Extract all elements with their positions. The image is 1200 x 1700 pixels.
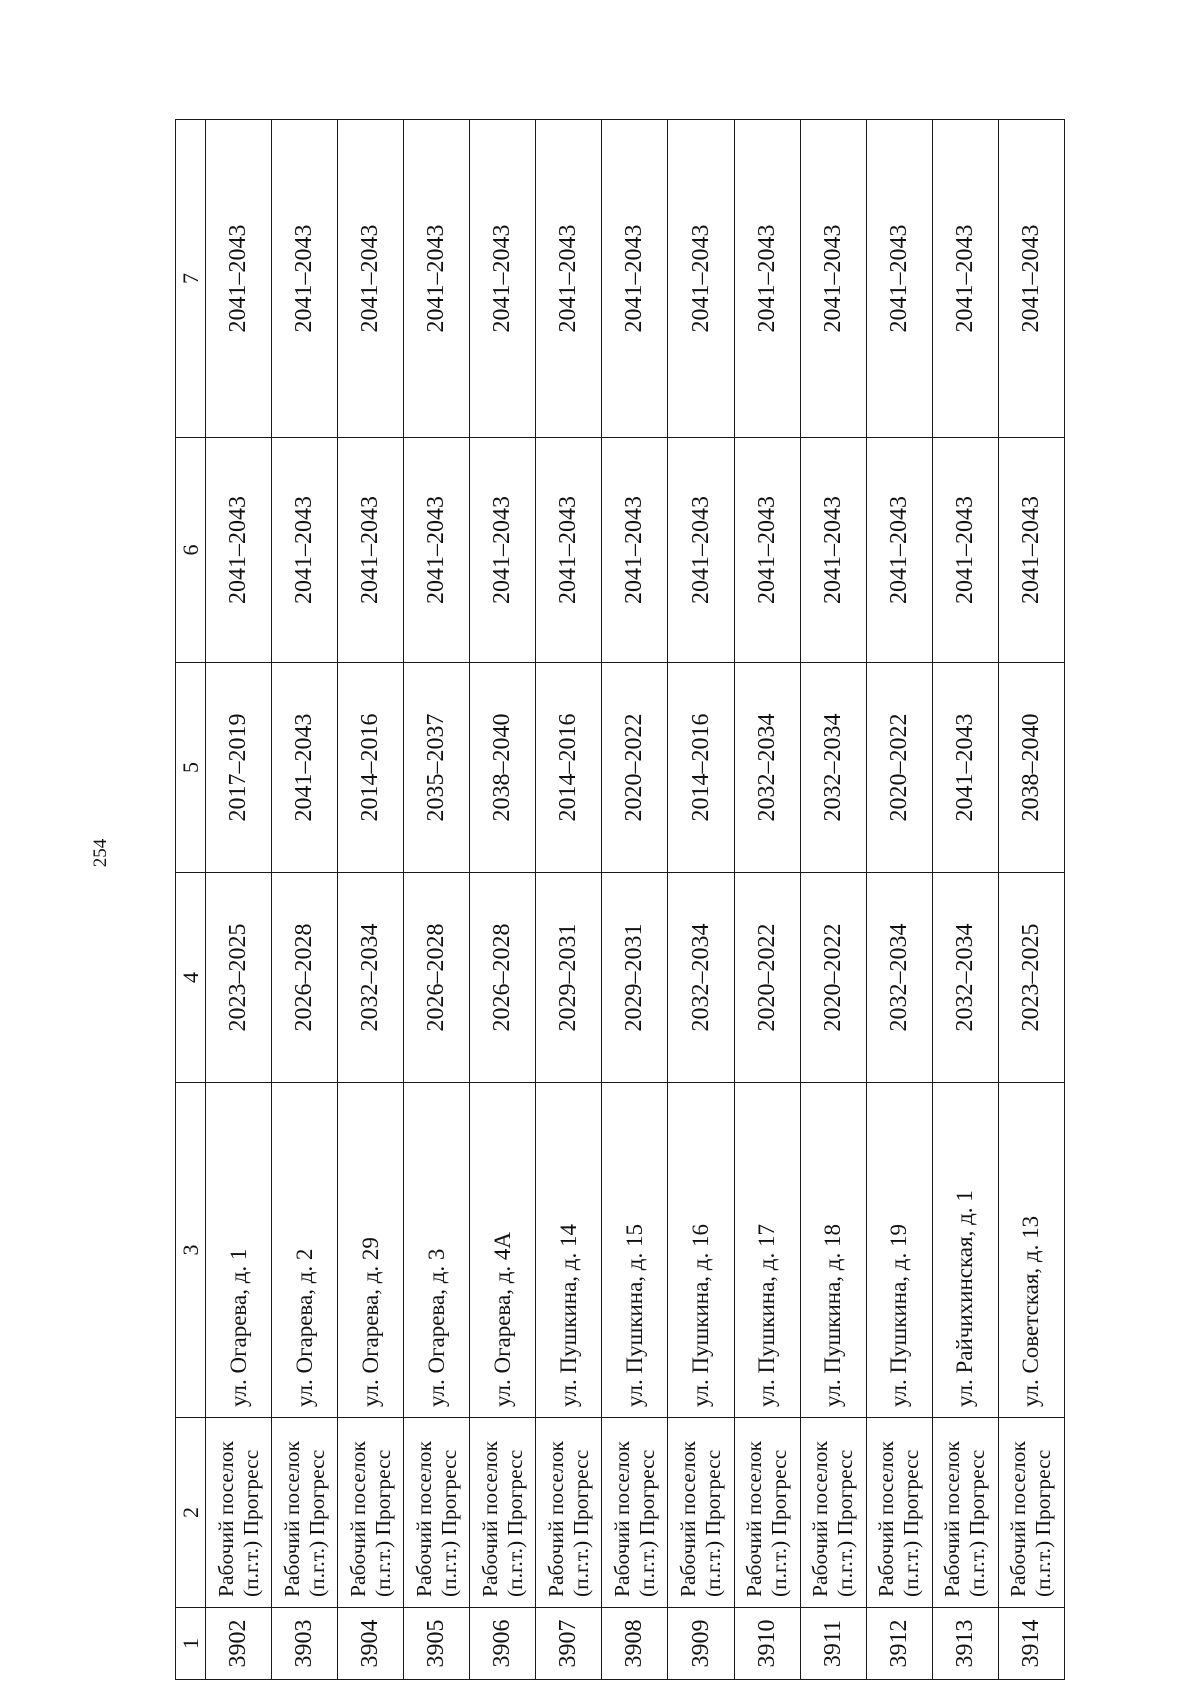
period-cell-col4: 2023–2025 [206, 873, 272, 1083]
period-cell-col4: 2020–2022 [800, 873, 866, 1083]
table-row [800, 120, 866, 1680]
address-cell: ул. Огарева, д. 29 [338, 1083, 404, 1418]
period-cell-col7: 2041–2043 [470, 120, 536, 438]
period-cell-col5: 2014–2016 [338, 663, 404, 873]
settlement-line: Рабочий поселок [477, 1441, 502, 1597]
address-cell: ул. Советская, д. 13 [998, 1083, 1064, 1418]
settlement-line: Рабочий поселок [345, 1441, 370, 1597]
settlement-line: (п.г.т.) Прогресс [701, 1449, 725, 1597]
table-row [734, 120, 800, 1680]
settlement-cell [470, 1418, 536, 1608]
period-cell-col5: 2020–2022 [602, 663, 668, 873]
settlement-line: Рабочий поселок [609, 1441, 634, 1597]
settlement-cell [668, 1418, 734, 1608]
address-cell: ул. Пушкина, д. 19 [866, 1083, 932, 1418]
period-cell-col4: 2032–2034 [668, 873, 734, 1083]
settlement-line: (п.г.т.) Прогресс [568, 1449, 593, 1597]
column-number: 6 [176, 438, 206, 663]
address-cell: ул. Пушкина, д. 17 [734, 1083, 800, 1418]
table-row [866, 120, 932, 1680]
period-cell-col6: 2041–2043 [536, 438, 602, 663]
settlement-line: Рабочий поселок [213, 1441, 238, 1597]
period-cell-col5: 2038–2040 [470, 663, 536, 873]
settlement-cell [536, 1418, 602, 1608]
settlement-line: Рабочий поселок [874, 1441, 899, 1597]
settlement-line: (п.г.т.) Прогресс [965, 1449, 990, 1597]
settlement-line: Рабочий поселок [411, 1441, 436, 1597]
table-row [338, 120, 404, 1680]
period-cell-col7: 2041–2043 [602, 120, 668, 438]
settlement-line: Рабочий поселок [676, 1441, 700, 1597]
period-cell-col5: 2035–2037 [404, 663, 470, 873]
period-cell-col6: 2041–2043 [206, 438, 272, 663]
column-number: 4 [176, 873, 206, 1083]
rotated-table-container [175, 120, 1065, 1680]
column-number: 7 [176, 120, 206, 438]
settlement-line: (п.г.т.) Прогресс [436, 1449, 461, 1597]
period-cell-col5: 2041–2043 [932, 663, 998, 873]
settlement-line: (п.г.т.) Прогресс [833, 1449, 858, 1597]
period-cell-col7: 2041–2043 [272, 120, 338, 438]
period-cell-col5: 2038–2040 [998, 663, 1064, 873]
address-cell: ул. Райчихинская, д. 1 [932, 1083, 998, 1418]
period-cell-col6: 2041–2043 [338, 438, 404, 663]
table-row [470, 120, 536, 1680]
row-number-cell: 3903 [272, 1608, 338, 1680]
address-cell: ул. Огарева, д. 1 [206, 1083, 272, 1418]
row-number-cell: 3911 [800, 1608, 866, 1680]
settlement-line: Рабочий поселок [543, 1441, 568, 1597]
period-cell-col6: 2041–2043 [866, 438, 932, 663]
period-cell-col6: 2041–2043 [602, 438, 668, 663]
settlement-cell [206, 1418, 272, 1608]
period-cell-col6: 2041–2043 [734, 438, 800, 663]
table-row [404, 120, 470, 1680]
period-cell-col7: 2041–2043 [404, 120, 470, 438]
period-cell-col6: 2041–2043 [668, 438, 734, 663]
row-number-cell: 3909 [668, 1608, 734, 1680]
period-cell-col5: 2041–2043 [272, 663, 338, 873]
page-number: 254 [90, 838, 111, 868]
settlement-cell [272, 1418, 338, 1608]
period-cell-col4: 2029–2031 [536, 873, 602, 1083]
period-cell-col4: 2026–2028 [272, 873, 338, 1083]
settlement-line: (п.г.т.) Прогресс [767, 1449, 792, 1597]
address-cell: ул. Огарева, д. 2 [272, 1083, 338, 1418]
table-row [932, 120, 998, 1680]
period-cell-col7: 2041–2043 [998, 120, 1064, 438]
period-cell-col6: 2041–2043 [272, 438, 338, 663]
row-number-cell: 3906 [470, 1608, 536, 1680]
row-number-cell: 3908 [602, 1608, 668, 1680]
register-table [175, 119, 1065, 1680]
address-cell: ул. Огарева, д. 3 [404, 1083, 470, 1418]
settlement-line: (п.г.т.) Прогресс [304, 1449, 329, 1597]
row-number-cell: 3907 [536, 1608, 602, 1680]
period-cell-col4: 2023–2025 [998, 873, 1064, 1083]
column-number-row [176, 120, 206, 1680]
period-cell-col7: 2041–2043 [800, 120, 866, 438]
settlement-line: Рабочий поселок [808, 1441, 833, 1597]
period-cell-col7: 2041–2043 [734, 120, 800, 438]
row-number-cell: 3905 [404, 1608, 470, 1680]
settlement-line: Рабочий поселок [742, 1441, 767, 1597]
period-cell-col5: 2014–2016 [536, 663, 602, 873]
settlement-cell [866, 1418, 932, 1608]
row-number-cell: 3902 [206, 1608, 272, 1680]
settlement-line: (п.г.т.) Прогресс [370, 1449, 395, 1597]
period-cell-col5: 2020–2022 [866, 663, 932, 873]
period-cell-col7: 2041–2043 [536, 120, 602, 438]
period-cell-col7: 2041–2043 [338, 120, 404, 438]
row-number-cell: 3914 [998, 1608, 1064, 1680]
row-number-cell: 3913 [932, 1608, 998, 1680]
period-cell-col4: 2032–2034 [338, 873, 404, 1083]
row-number-cell: 3912 [866, 1608, 932, 1680]
address-cell: ул. Пушкина, д. 14 [536, 1083, 602, 1418]
period-cell-col4: 2032–2034 [866, 873, 932, 1083]
settlement-line: (п.г.т.) Прогресс [899, 1449, 924, 1597]
settlement-line: Рабочий поселок [940, 1441, 965, 1597]
period-cell-col7: 2041–2043 [206, 120, 272, 438]
settlement-cell [800, 1418, 866, 1608]
table-row [536, 120, 602, 1680]
settlement-line: Рабочий поселок [1006, 1441, 1031, 1597]
table-row [602, 120, 668, 1680]
settlement-line: (п.г.т.) Прогресс [634, 1449, 659, 1597]
settlement-cell [404, 1418, 470, 1608]
table-row [206, 120, 272, 1680]
period-cell-col5: 2032–2034 [800, 663, 866, 873]
address-cell: ул. Пушкина, д. 16 [668, 1083, 734, 1418]
period-cell-col5: 2014–2016 [668, 663, 734, 873]
column-number: 2 [176, 1418, 206, 1608]
period-cell-col4: 2029–2031 [602, 873, 668, 1083]
settlement-cell [932, 1418, 998, 1608]
settlement-cell [602, 1418, 668, 1608]
settlement-cell [998, 1418, 1064, 1608]
table-row [998, 120, 1064, 1680]
period-cell-col4: 2026–2028 [404, 873, 470, 1083]
settlement-cell [734, 1418, 800, 1608]
address-cell: ул. Пушкина, д. 15 [602, 1083, 668, 1418]
period-cell-col4: 2032–2034 [932, 873, 998, 1083]
settlement-line: Рабочий поселок [279, 1441, 304, 1597]
table-body [176, 120, 1065, 1680]
table-row [668, 120, 734, 1680]
column-number: 1 [176, 1608, 206, 1680]
period-cell-col7: 2041–2043 [668, 120, 734, 438]
column-number: 5 [176, 663, 206, 873]
period-cell-col6: 2041–2043 [998, 438, 1064, 663]
period-cell-col6: 2041–2043 [800, 438, 866, 663]
table-row [272, 120, 338, 1680]
period-cell-col6: 2041–2043 [470, 438, 536, 663]
address-cell: ул. Огарева, д. 4А [470, 1083, 536, 1418]
settlement-line: (п.г.т.) Прогресс [1031, 1449, 1056, 1597]
period-cell-col6: 2041–2043 [932, 438, 998, 663]
period-cell-col7: 2041–2043 [866, 120, 932, 438]
row-number-cell: 3904 [338, 1608, 404, 1680]
period-cell-col7: 2041–2043 [932, 120, 998, 438]
period-cell-col4: 2020–2022 [734, 873, 800, 1083]
period-cell-col5: 2017–2019 [206, 663, 272, 873]
settlement-line: (п.г.т.) Прогресс [502, 1449, 527, 1597]
row-number-cell: 3910 [734, 1608, 800, 1680]
settlement-line: (п.г.т.) Прогресс [238, 1449, 263, 1597]
period-cell-col4: 2026–2028 [470, 873, 536, 1083]
settlement-cell [338, 1418, 404, 1608]
address-cell: ул. Пушкина, д. 18 [800, 1083, 866, 1418]
period-cell-col5: 2032–2034 [734, 663, 800, 873]
period-cell-col6: 2041–2043 [404, 438, 470, 663]
column-number: 3 [176, 1083, 206, 1418]
